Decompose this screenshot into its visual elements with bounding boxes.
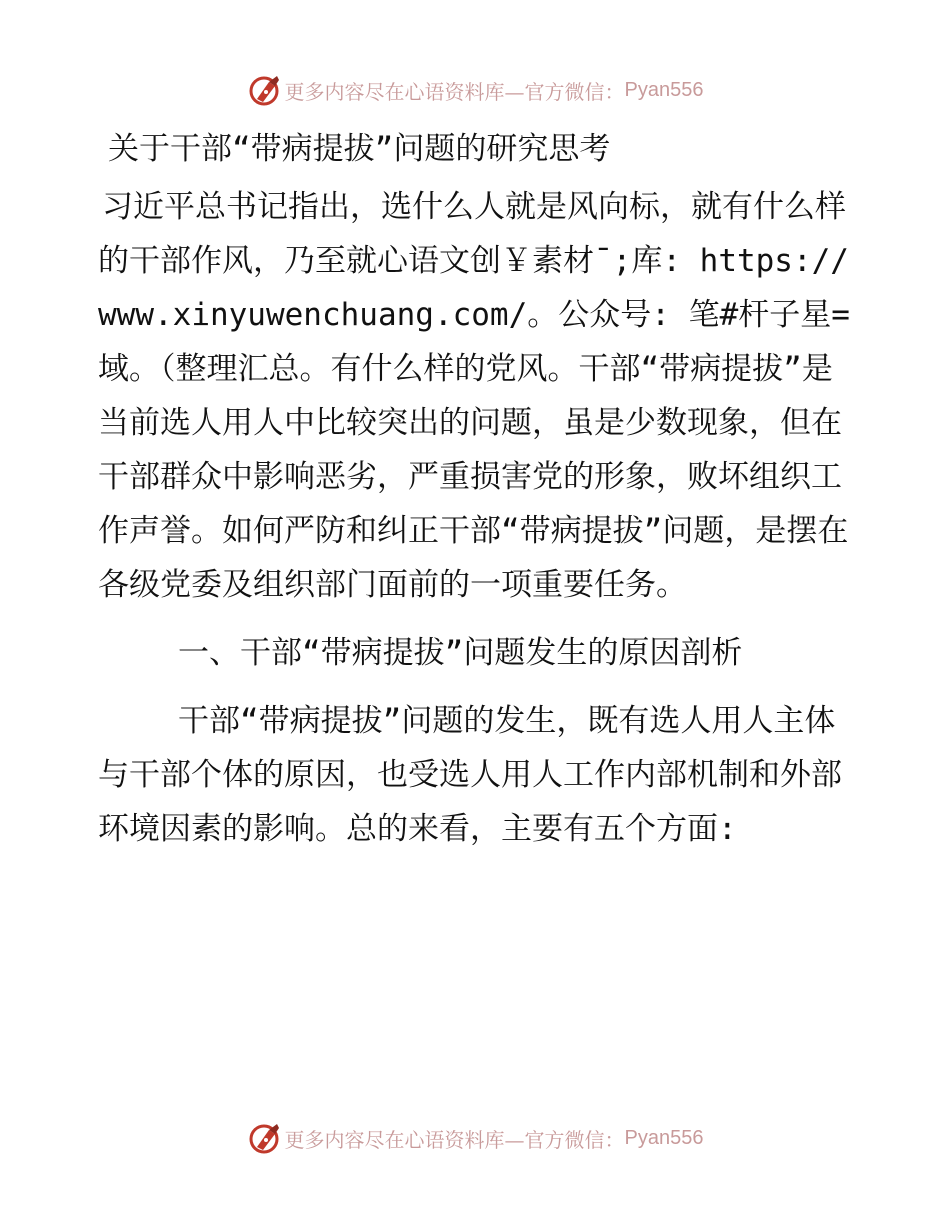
document-title: 关于干部“带病提拔”问题的研究思考	[108, 131, 611, 167]
section-heading-1: 一、干部“带病提拔”问题发生的原因剖析	[178, 635, 743, 671]
footer-banner	[0, 1118, 950, 1158]
document-body	[98, 122, 858, 856]
pen-nib-logo-icon	[247, 72, 283, 108]
header-banner	[0, 70, 950, 110]
paragraph-1: 习近平总书记指出，选什么人就是风向标，就有什么样的干部作风，乃至就心语文创￥素材¯;库: https://www.xinyuwenchuang.com/。公众号: 笔#杆子星=域。（整理汇总。有什么样的党风。干部“带病提拔”是当前选人用人中比较突出的问题，虽是少数现象，但在干部群众中影响恶劣，严重损害党的形象，败坏组织工作声誉。如何严防和纠正干部“带病提拔”问题，是摆在各级党委及组织部门面前的一项重要任务。	[98, 189, 850, 603]
paragraph-2: 干部“带病提拔”问题的发生，既有选人用人主体与干部个体的原因，也受选人用人工作内部机制和外部环境因素的影响。总的来看，主要有五个方面:	[98, 703, 842, 847]
pen-nib-logo-icon	[247, 1120, 283, 1156]
footer-banner-contact: Pyan556	[624, 1126, 704, 1149]
header-banner-contact: Pyan556	[624, 78, 704, 101]
footer-banner-text: 更多内容尽在心语资料库—官方微信：	[284, 1127, 625, 1152]
header-banner-text: 更多内容尽在心语资料库—官方微信：	[284, 79, 625, 104]
